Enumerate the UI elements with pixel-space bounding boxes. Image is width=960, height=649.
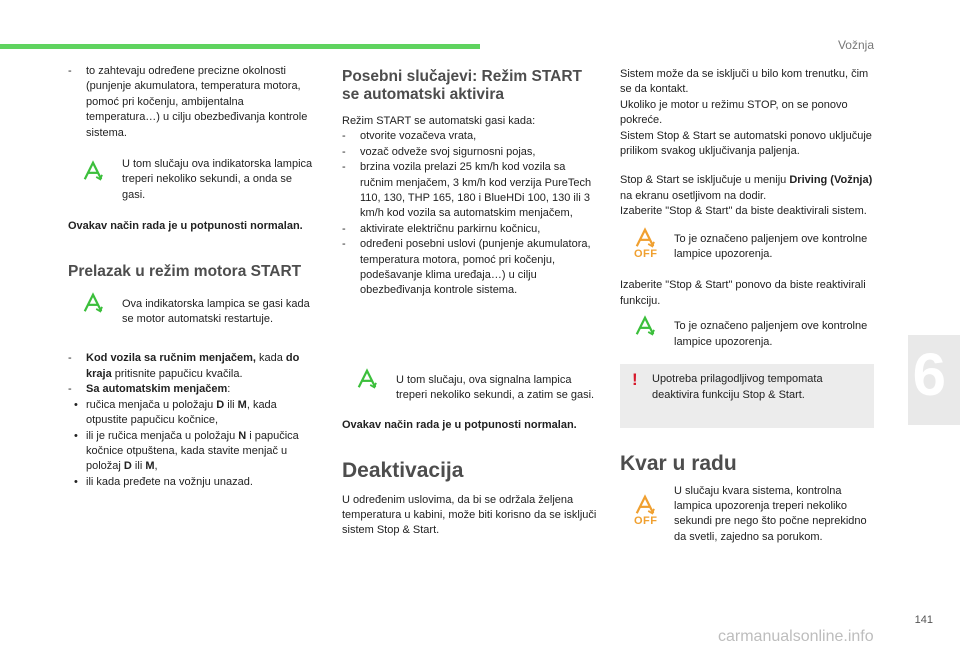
stop-start-green-a-icon (82, 292, 110, 332)
paragraph: U određenim uslovima, da bi se održala željena temperatura u kabini, može biti korisno da se isključi sistem Stop & Start. (342, 493, 597, 537)
conditions-list (68, 351, 313, 490)
paragraph: Izaberite "Stop & Start" da biste deaktivirali sistem. (620, 205, 867, 218)
stop-start-orange-a-off-icon (634, 227, 662, 267)
paragraph: Stop & Start se isključuje u meniju Driving (Vožnja) na ekranu osetljivom na dodir. (620, 174, 873, 202)
list-item: - određeni posebni uslovi (punjenje akumulatora, temperatura motora, pomoć pri kočenju, podešavanje klima uređaja…) u cilju obezbeđivanja kontrole sistema. (342, 237, 600, 299)
column-right (620, 64, 874, 545)
indicator-note (620, 232, 874, 263)
paragraph: Sistem može da se isključi u bilo kom trenutku, čim se da kontakt. (620, 68, 869, 96)
bullet-list (68, 398, 313, 490)
intro-text: Režim START se automatski gasi kada: (342, 115, 536, 127)
paragraph: Ukoliko je motor u režimu STOP, on se ponovo pokreće. (620, 98, 848, 127)
column-left (68, 64, 313, 490)
off-label: OFF (634, 515, 658, 528)
note-text: U tom slučaju ova indikatorska lampica treperi nekoliko sekundi, a onda se gasi. (122, 158, 313, 201)
paragraph: Izaberite "Stop & Start" ponovo da biste reaktivirali funkciju. (620, 279, 866, 307)
emphasis: Sa automatskim menjačem (86, 383, 228, 396)
section-heading: Deaktivacija (342, 459, 464, 483)
list-item: - to zahtevaju određene precizne okolnosti (punjenje akumulatora, temperatura motora, pomoć pri kočenju, ambijentalna temperatura…) u cilju obezbeđivanja kontrole sistema. (68, 64, 313, 141)
exclamation-icon: ! (632, 370, 638, 390)
paragraph: Sistem Stop & Start se automatski ponovo uključuje prilikom svakog uključivanja paljenja. (620, 129, 872, 158)
emphasis: Kod vozila sa ručnim menjačem, (86, 352, 256, 365)
indicator-note (620, 484, 874, 546)
chapter-number: 6 (912, 341, 946, 408)
column-middle (342, 64, 600, 539)
section-title: Vožnja (837, 38, 874, 52)
header-bar (0, 44, 480, 49)
stop-start-orange-a-off-icon (634, 494, 662, 534)
list-item (68, 351, 313, 382)
list-item: - vozač odveže svoj sigurnosni pojas, (342, 145, 600, 160)
list-item: - otvorite vozačeva vrata, (342, 129, 600, 144)
indicator-note (620, 319, 874, 350)
warning-text: Upotreba prilagodljivog tempomata deaktivira funkciju Stop & Start. (652, 373, 823, 401)
list-item: - brzina vozila prelazi 25 km/h kod vozila sa ručnim menjačem, 3 km/h kod verzija PureTech 110, 130, THP 165, 180 i BlueHDi 100, 130 ili 3 km/h kod vozila sa automatskim menjačem, (342, 160, 600, 222)
stop-start-green-a-icon (356, 368, 384, 408)
indicator-note (68, 297, 313, 328)
off-label: OFF (634, 248, 658, 261)
text: : (227, 383, 231, 396)
bullet-item: • ili kada pređete na vožnju unazad. (68, 475, 313, 490)
emphasis: do kraja (86, 352, 300, 380)
note-text: U tom slučaju, ova signalna lampica treperi nekoliko sekundi, a zatim se gasi. (396, 373, 595, 402)
normal-note: Ovakav način rada je u potpunosti normalan. (342, 418, 577, 431)
stop-start-green-a-icon (82, 160, 110, 200)
note-text: U slučaju kvara sistema, kontrolna lampica upozorenja treperi nekoliko sekundi pre nego što počne neprekidno da svetli, zajedno sa porukom. (674, 484, 867, 543)
section-heading: Prelazak u režim motora START (68, 262, 302, 280)
note-text: To je označeno paljenjem ove kontrolne lampice upozorenja. (674, 232, 868, 261)
note-text: Ova indikatorska lampica se gasi kada se motor automatski restartuje. (122, 297, 310, 326)
text: pritisnite papučicu kvačila. (111, 367, 243, 380)
stop-start-green-a-icon (634, 315, 662, 355)
text: kada (255, 352, 286, 365)
warning-box (620, 364, 874, 428)
indicator-note (68, 157, 313, 203)
list-item (68, 382, 313, 397)
page-number: 141 (914, 614, 933, 626)
section-heading: Kvar u radu (620, 452, 737, 476)
bullet-item: • ili je ručica menjača u položaju N i papučica kočnice otpuštena, kada stavite menjač u položaj D ili M, (68, 429, 313, 475)
bullet-item: • ručica menjača u položaju D ili M, kada otpustite papučicu kočnice, (68, 398, 313, 429)
indicator-note (342, 373, 600, 404)
section-heading: Posebni slučajevi: Režim START se automatski aktivira (342, 68, 583, 103)
normal-note: Ovakav način rada je u potpunosti normalan. (68, 220, 303, 233)
watermark: carmanualsonline.info (718, 628, 874, 645)
conditions-list (342, 129, 600, 298)
list-item: - aktivirate električnu parkirnu kočnicu, (342, 222, 600, 237)
note-text: To je označeno paljenjem ove kontrolne lampice upozorenja. (674, 320, 868, 348)
